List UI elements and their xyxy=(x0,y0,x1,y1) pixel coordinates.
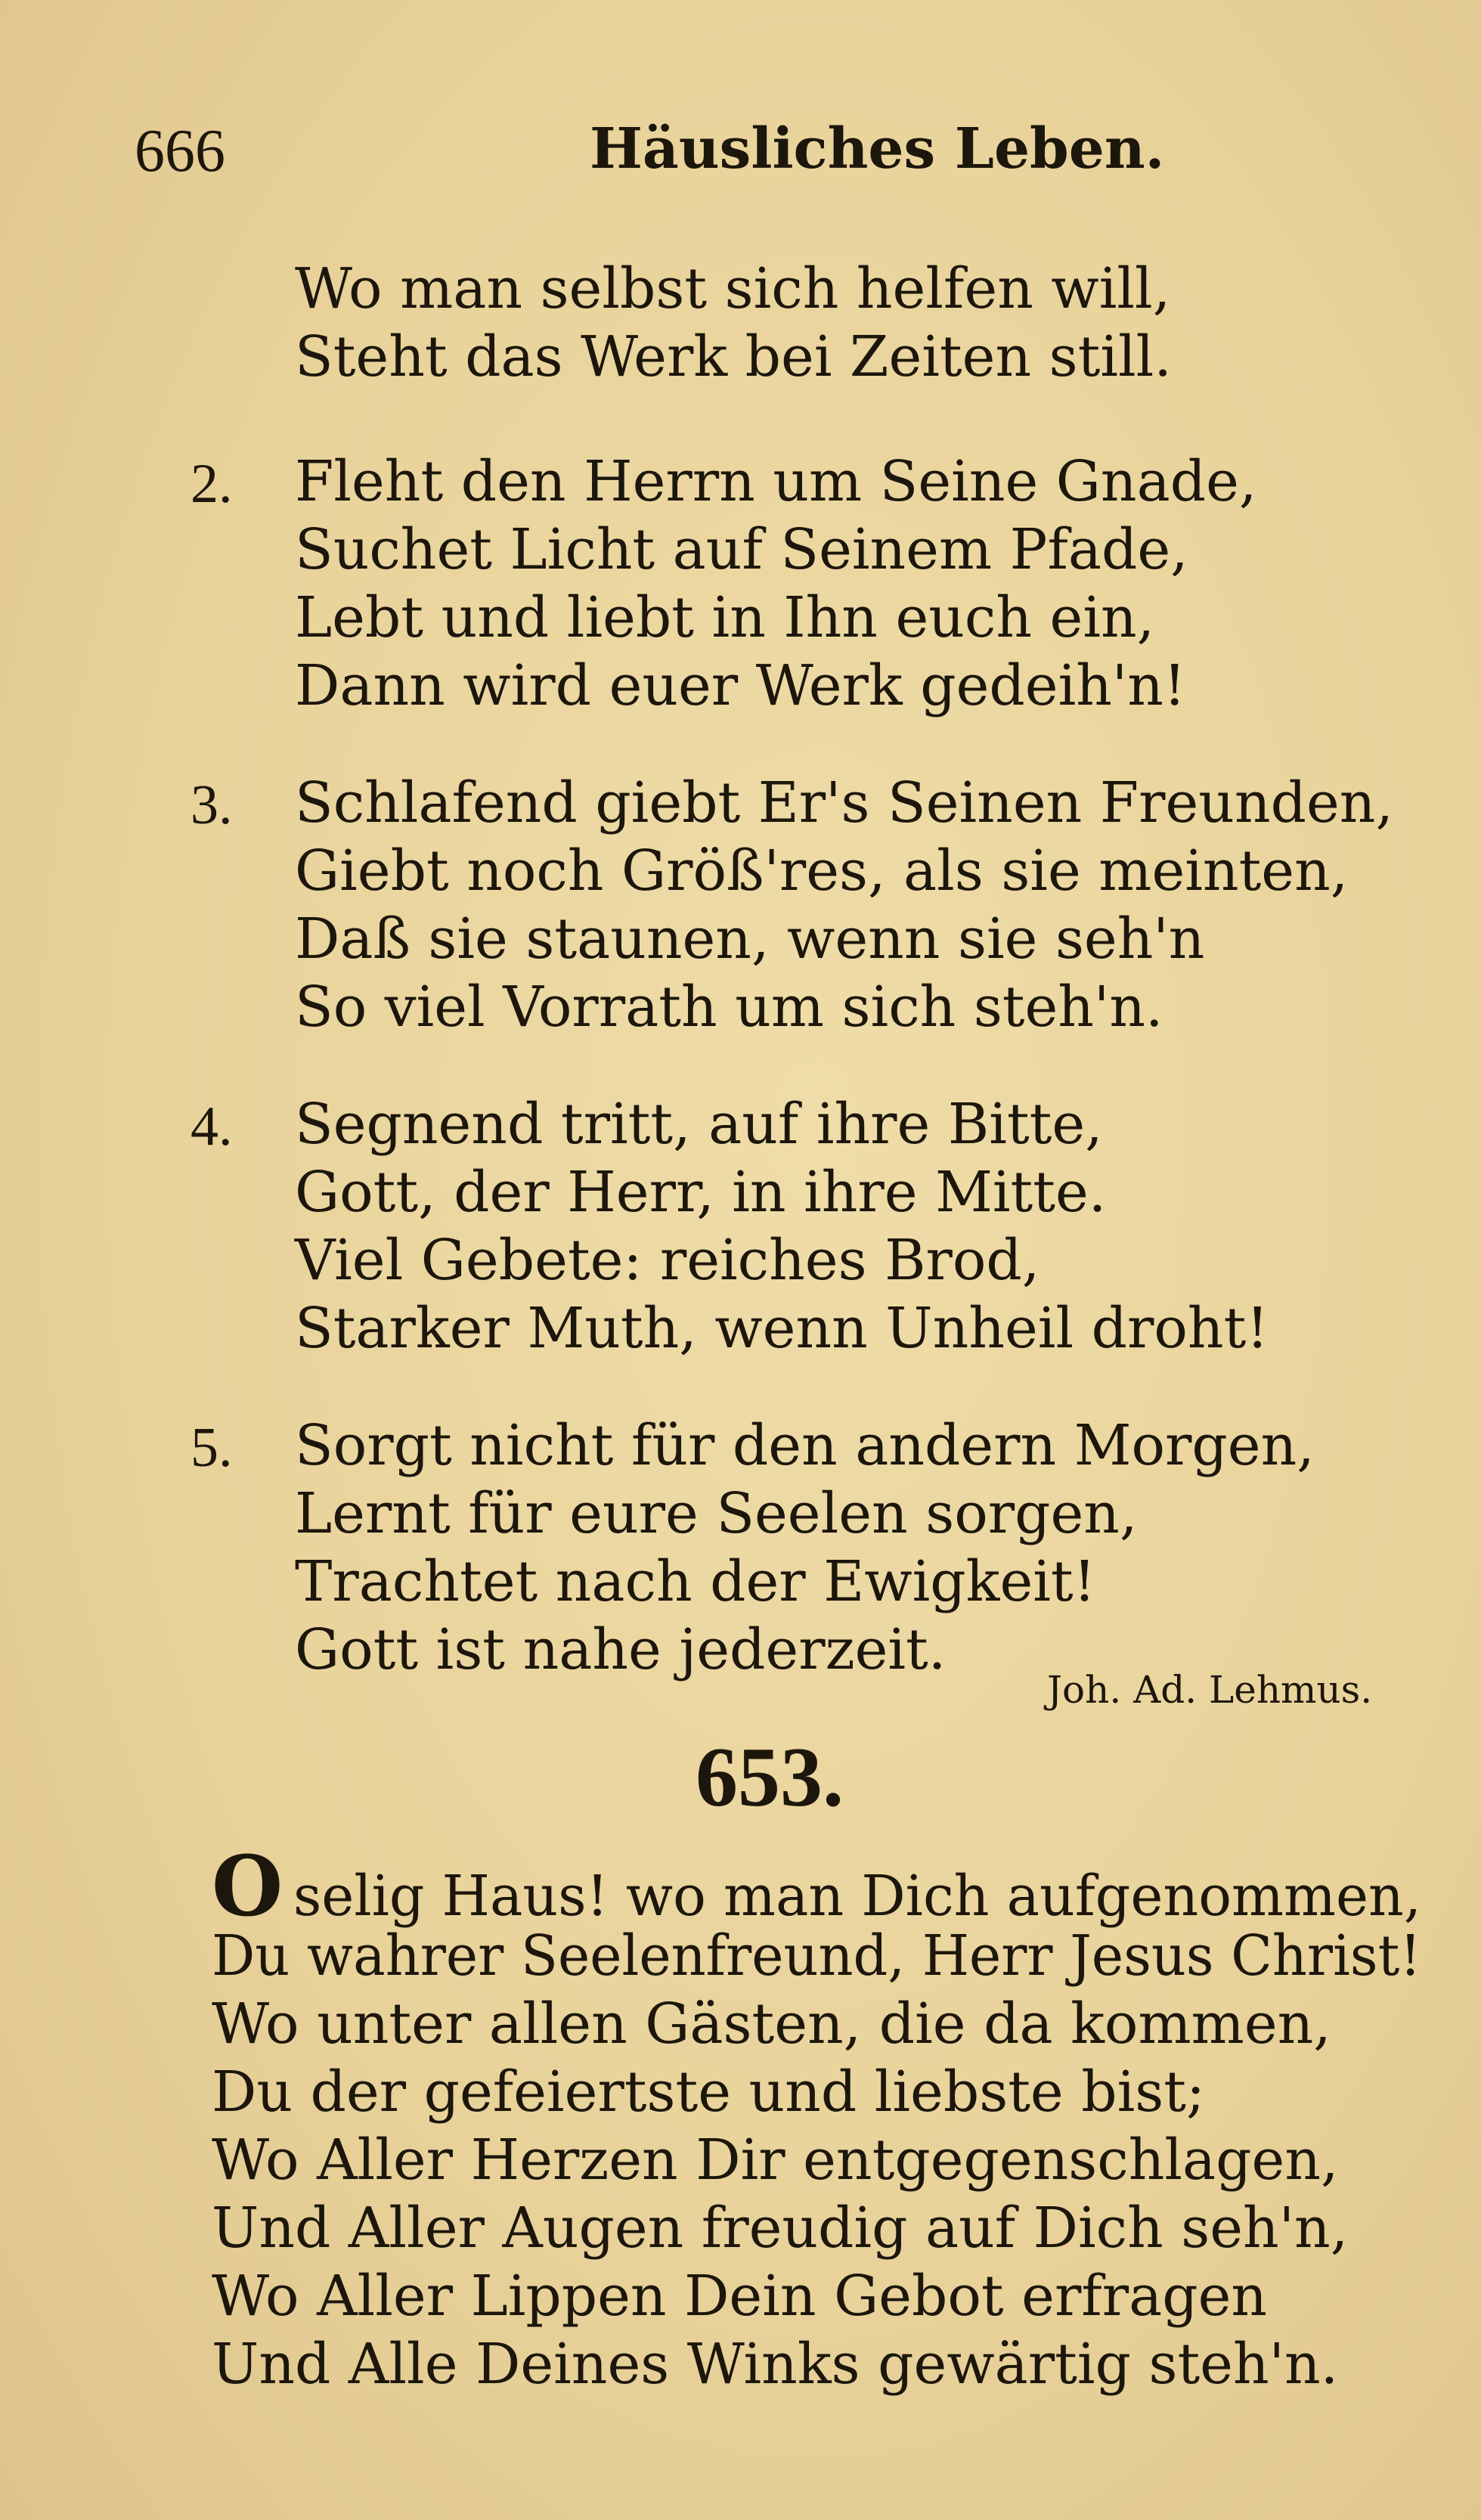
author-attribution: Joh. Ad. Lehmus. xyxy=(1047,1668,1373,1712)
verse-line: Trachtet nach der Ewigkeit! xyxy=(295,1549,1096,1614)
verse-line: Wo man selbst sich helfen will, xyxy=(295,256,1171,321)
verse-line: Dann wird euer Werk gedeih'n! xyxy=(295,653,1186,718)
verse-line: Gott ist nahe jederzeit. xyxy=(295,1617,947,1682)
verse-line: Starker Muth, wenn Unheil droht! xyxy=(295,1296,1269,1361)
hymn-line: Und Alle Deines Winks gewärtig steh'n. xyxy=(212,2332,1339,2397)
page-number: 666 xyxy=(135,118,225,184)
verse-number: 4. xyxy=(191,1096,233,1158)
verse-number: 5. xyxy=(191,1417,233,1479)
verse-line: Suchet Licht auf Seinem Pfade, xyxy=(295,517,1188,582)
hymn-line: Und Aller Augen freudig auf Dich seh'n, xyxy=(212,2196,1349,2261)
verse-line: Giebt noch Größ'res, als sie meinten, xyxy=(295,838,1349,904)
verse-line: Segnend tritt, auf ihre Bitte, xyxy=(295,1092,1103,1157)
verse-number: 3. xyxy=(191,774,233,836)
verse-line: Viel Gebete: reiches Brod, xyxy=(295,1228,1040,1293)
hymn-line: Wo unter allen Gästen, die da kommen, xyxy=(212,1992,1331,2057)
verse-line: Gott, der Herr, in ihre Mitte. xyxy=(295,1160,1107,1225)
verse-line: So viel Vorrath um sich steh'n. xyxy=(295,975,1163,1040)
verse-line: Schlafend giebt Er's Seinen Freunden, xyxy=(295,770,1393,835)
first-line-text: selig Haus! wo man Dich aufgenommen, xyxy=(293,1864,1421,1929)
drop-cap: O xyxy=(212,1837,283,1935)
verse-number: 2. xyxy=(191,453,233,515)
hymn-number: 653. xyxy=(696,1731,844,1824)
hymn-line: Du wahrer Seelenfreund, Herr Jesus Christ! xyxy=(212,1923,1421,1988)
verse-line: Steht das Werk bei Zeiten still. xyxy=(295,324,1172,389)
running-title: Häusliches Leben. xyxy=(590,116,1165,181)
hymn-first-line xyxy=(212,1837,1421,1935)
verse-line: Lernt für eure Seelen sorgen, xyxy=(295,1481,1138,1546)
verse-line: Lebt und liebt in Ihn euch ein, xyxy=(295,585,1155,650)
verse-line: Fleht den Herrn um Seine Gnade, xyxy=(295,449,1257,514)
verse-line: Sorgt nicht für den andern Morgen, xyxy=(295,1413,1315,1478)
hymn-line: Wo Aller Lippen Dein Gebot erfragen xyxy=(212,2264,1268,2329)
hymn-line: Wo Aller Herzen Dir entgegenschlagen, xyxy=(212,2128,1339,2193)
hymn-line: Du der gefeiertste und liebste bist; xyxy=(212,2060,1205,2125)
verse-line: Daß sie staunen, wenn sie seh'n xyxy=(295,907,1205,972)
